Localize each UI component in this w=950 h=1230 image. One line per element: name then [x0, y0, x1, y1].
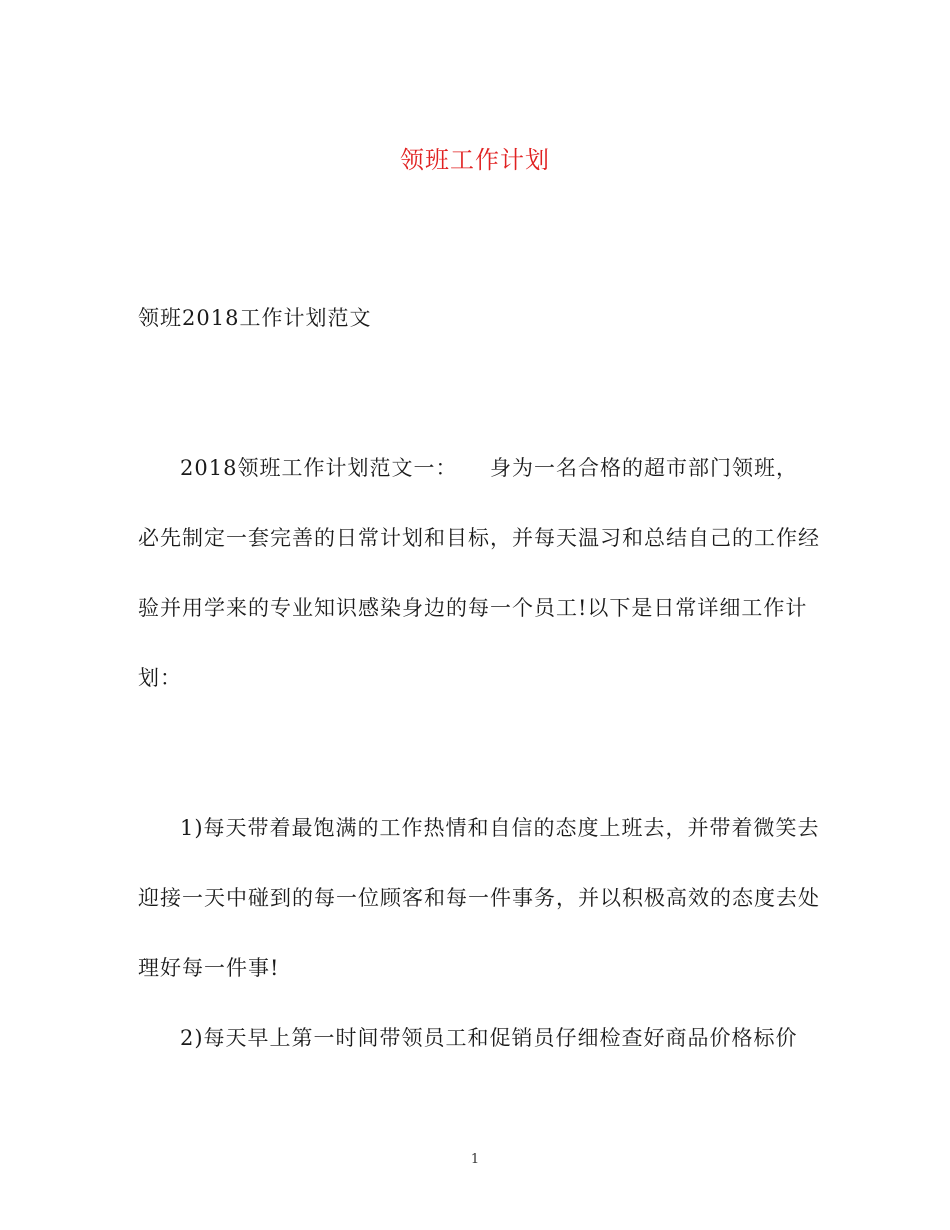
item1-line-1: 1)每天带着最饱满的工作热情和自信的态度上班去，并带着微笑去	[180, 816, 820, 840]
item2-line-1: 2)每天早上第一时间带领员工和促销员仔细检查好商品价格标价	[180, 1026, 798, 1050]
item1-line-3: 理好每一件事!	[138, 956, 280, 980]
intro-line-3: 验并用学来的专业知识感染身边的每一个员工!以下是日常详细工作计	[138, 596, 808, 620]
document-title: 领班工作计划	[400, 146, 550, 174]
intro-line-1b: 身为一名合格的超市部门领班，	[490, 456, 798, 480]
intro-line-1a: 2018领班工作计划范文一：	[180, 456, 458, 480]
item1-line-2: 迎接一天中碰到的每一位顾客和每一件事务，并以积极高效的态度去处	[138, 886, 820, 910]
intro-line-4: 划：	[138, 666, 182, 690]
page-number: 1	[470, 1152, 480, 1167]
document-subtitle: 领班2018工作计划范文	[138, 306, 372, 330]
intro-line-2: 必先制定一套完善的日常计划和目标，并每天温习和总结自己的工作经	[138, 526, 820, 550]
